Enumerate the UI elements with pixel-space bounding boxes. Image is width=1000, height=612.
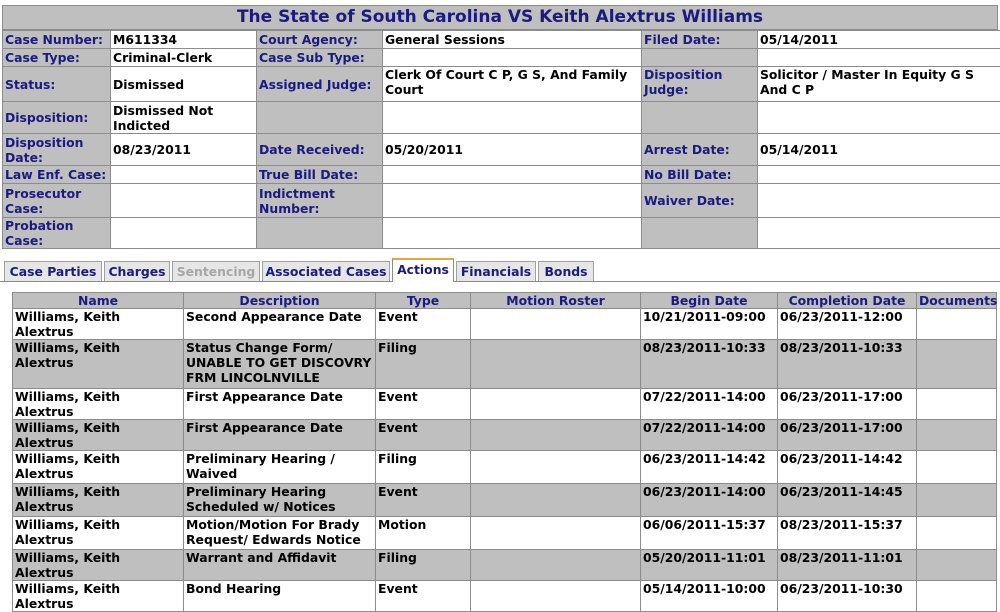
action-motion-roster <box>471 581 641 612</box>
action-motion-roster <box>471 340 641 389</box>
table-row <box>13 389 997 420</box>
tab-financials[interactable]: Financials <box>456 261 536 281</box>
table-row <box>13 309 997 340</box>
column-header-documents[interactable]: Documents <box>917 293 997 309</box>
action-begin-date: 06/23/2011-14:00 <box>641 484 778 517</box>
action-description: Warrant and Affidavit <box>184 550 376 581</box>
action-completion-date: 08/23/2011-15:37 <box>778 517 917 550</box>
court-agency-label: Court Agency: <box>257 31 383 49</box>
action-completion-date: 06/23/2011-10:30 <box>778 581 917 612</box>
empty-value-cell <box>758 218 1000 249</box>
action-name: Williams, Keith Alextrus <box>13 309 184 340</box>
table-row <box>13 451 997 484</box>
assigned-judge-value: Clerk Of Court C P, G S, And Family Court <box>383 67 642 102</box>
case-type-value: Criminal-Clerk <box>111 49 257 67</box>
column-header-description[interactable]: Description <box>184 293 376 309</box>
action-type: Event <box>376 309 471 340</box>
action-begin-date: 06/23/2011-14:42 <box>641 451 778 484</box>
action-completion-date: 06/23/2011-12:00 <box>778 309 917 340</box>
action-begin-date: 06/06/2011-15:37 <box>641 517 778 550</box>
table-row <box>13 420 997 451</box>
actions-table <box>12 292 997 612</box>
action-motion-roster <box>471 389 641 420</box>
action-begin-date: 07/22/2011-14:00 <box>641 389 778 420</box>
action-type: Motion <box>376 517 471 550</box>
tab-case-parties[interactable]: Case Parties <box>4 261 102 281</box>
action-type: Filing <box>376 451 471 484</box>
action-description: Preliminary Hearing / Waived <box>184 451 376 484</box>
action-documents <box>917 340 997 389</box>
action-begin-date: 07/22/2011-14:00 <box>641 420 778 451</box>
action-name: Williams, Keith Alextrus <box>13 389 184 420</box>
action-name: Williams, Keith Alextrus <box>13 340 184 389</box>
status-value: Dismissed <box>111 67 257 102</box>
status-label: Status: <box>3 67 111 102</box>
probation-case-value <box>111 218 257 249</box>
assigned-judge-label: Assigned Judge: <box>257 67 383 102</box>
date-received-value: 05/20/2011 <box>383 134 642 166</box>
tab-actions[interactable]: Actions <box>392 258 454 282</box>
action-completion-date: 08/23/2011-11:01 <box>778 550 917 581</box>
disposition-judge-value: Solicitor / Master In Equity G S And C P <box>758 67 1000 102</box>
action-motion-roster <box>471 484 641 517</box>
prosecutor-case-label: Prosecutor Case: <box>3 184 111 218</box>
action-documents <box>917 309 997 340</box>
filed-date-value: 05/14/2011 <box>758 31 1000 49</box>
empty-label-cell <box>642 102 758 134</box>
action-type: Filing <box>376 340 471 389</box>
action-type: Event <box>376 420 471 451</box>
empty-value-cell <box>383 102 642 134</box>
indictment-number-label: Indictment Number: <box>257 184 383 218</box>
case-tabs <box>0 258 1000 282</box>
tab-charges[interactable]: Charges <box>104 261 170 281</box>
action-name: Williams, Keith Alextrus <box>13 420 184 451</box>
action-documents <box>917 484 997 517</box>
action-type: Event <box>376 581 471 612</box>
action-motion-roster <box>471 309 641 340</box>
arrest-date-value: 05/14/2011 <box>758 134 1000 166</box>
action-description: Preliminary Hearing Scheduled w/ Notices <box>184 484 376 517</box>
action-name: Williams, Keith Alextrus <box>13 550 184 581</box>
action-documents <box>917 550 997 581</box>
true-bill-date-value <box>383 166 642 184</box>
column-header-completion-date[interactable]: Completion Date <box>778 293 917 309</box>
empty-label-cell <box>642 49 758 67</box>
action-description: Status Change Form/ UNABLE TO GET DISCOVRY FRM LINCOLNVILLE <box>184 340 376 389</box>
action-motion-roster <box>471 451 641 484</box>
action-type: Filing <box>376 550 471 581</box>
action-description: Second Appearance Date <box>184 309 376 340</box>
action-begin-date: 05/14/2011-10:00 <box>641 581 778 612</box>
action-type: Event <box>376 484 471 517</box>
action-documents <box>917 581 997 612</box>
prosecutor-case-value <box>111 184 257 218</box>
action-description: Motion/Motion For Brady Request/ Edwards Notice <box>184 517 376 550</box>
case-number-value: M611334 <box>111 31 257 49</box>
action-begin-date: 08/23/2011-10:33 <box>641 340 778 389</box>
action-name: Williams, Keith Alextrus <box>13 517 184 550</box>
action-name: Williams, Keith Alextrus <box>13 581 184 612</box>
action-documents <box>917 420 997 451</box>
tab-sentencing: Sentencing <box>172 261 260 281</box>
empty-value-cell <box>758 49 1000 67</box>
empty-value-cell <box>758 102 1000 134</box>
case-title: The State of South Carolina VS Keith Alextrus Williams <box>2 5 998 30</box>
action-completion-date: 06/23/2011-17:00 <box>778 420 917 451</box>
waiver-date-label: Waiver Date: <box>642 184 758 218</box>
action-motion-roster <box>471 550 641 581</box>
action-type: Event <box>376 389 471 420</box>
column-header-type[interactable]: Type <box>376 293 471 309</box>
action-begin-date: 10/21/2011-09:00 <box>641 309 778 340</box>
action-description: First Appearance Date <box>184 389 376 420</box>
no-bill-date-value <box>758 166 1000 184</box>
action-completion-date: 08/23/2011-10:33 <box>778 340 917 389</box>
empty-label-cell <box>642 218 758 249</box>
column-header-begin-date[interactable]: Begin Date <box>641 293 778 309</box>
action-description: Bond Hearing <box>184 581 376 612</box>
disposition-label: Disposition: <box>3 102 111 134</box>
empty-label-cell <box>257 218 383 249</box>
disposition-date-value: 08/23/2011 <box>111 134 257 166</box>
disposition-date-label: Disposition Date: <box>3 134 111 166</box>
action-motion-roster <box>471 420 641 451</box>
tab-associated-cases[interactable]: Associated Cases <box>262 261 390 281</box>
action-description: First Appearance Date <box>184 420 376 451</box>
action-completion-date: 06/23/2011-17:00 <box>778 389 917 420</box>
action-begin-date: 05/20/2011-11:01 <box>641 550 778 581</box>
action-completion-date: 06/23/2011-14:45 <box>778 484 917 517</box>
table-row <box>13 340 997 389</box>
empty-label-cell <box>257 102 383 134</box>
column-header-name[interactable]: Name <box>13 293 184 309</box>
action-documents <box>917 517 997 550</box>
action-name: Williams, Keith Alextrus <box>13 484 184 517</box>
indictment-number-value <box>383 184 642 218</box>
tab-bonds[interactable]: Bonds <box>538 261 594 281</box>
action-documents <box>917 389 997 420</box>
case-type-label: Case Type: <box>3 49 111 67</box>
case-number-label: Case Number: <box>3 31 111 49</box>
waiver-date-value <box>758 184 1000 218</box>
action-name: Williams, Keith Alextrus <box>13 451 184 484</box>
true-bill-date-label: True Bill Date: <box>257 166 383 184</box>
action-completion-date: 06/23/2011-14:42 <box>778 451 917 484</box>
case-details-table <box>2 30 1000 249</box>
table-row <box>13 550 997 581</box>
empty-value-cell <box>383 218 642 249</box>
probation-case-label: Probation Case: <box>3 218 111 249</box>
table-row <box>13 581 997 612</box>
no-bill-date-label: No Bill Date: <box>642 166 758 184</box>
disposition-judge-label: Disposition Judge: <box>642 67 758 102</box>
arrest-date-label: Arrest Date: <box>642 134 758 166</box>
court-agency-value: General Sessions <box>383 31 642 49</box>
case-sub-type-label: Case Sub Type: <box>257 49 383 67</box>
law-enf-case-label: Law Enf. Case: <box>3 166 111 184</box>
table-row <box>13 517 997 550</box>
action-motion-roster <box>471 517 641 550</box>
case-sub-type-value <box>383 49 642 67</box>
disposition-value: Dismissed Not Indicted <box>111 102 257 134</box>
law-enf-case-value <box>111 166 257 184</box>
date-received-label: Date Received: <box>257 134 383 166</box>
table-row <box>13 484 997 517</box>
column-header-motion-roster[interactable]: Motion Roster <box>471 293 641 309</box>
action-documents <box>917 451 997 484</box>
filed-date-label: Filed Date: <box>642 31 758 49</box>
